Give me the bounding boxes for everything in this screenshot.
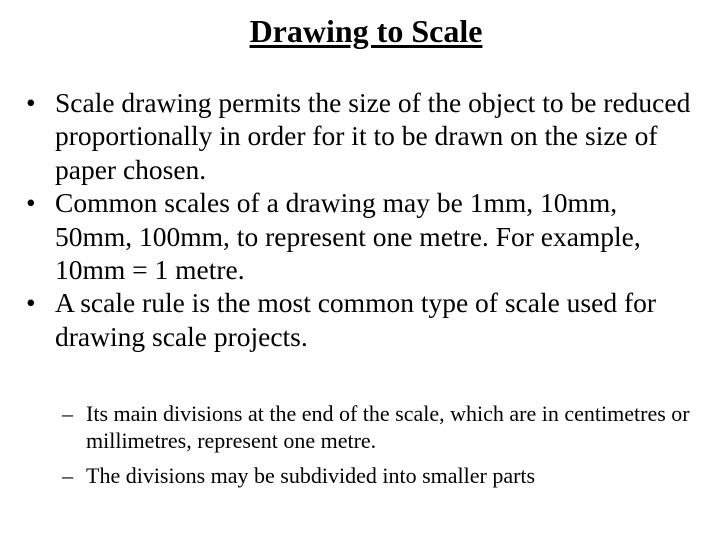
bullet-list [0, 86, 720, 353]
sub-bullet-list [0, 400, 720, 489]
bullet-item [0, 186, 720, 286]
sub-bullet-text: The divisions may be subdivided into smaller parts [86, 463, 536, 488]
bullet-text: Scale drawing permits the size of the object to be reduced proportionally in order for it to be drawn on the size of paper chosen. [55, 87, 691, 185]
sub-bullet-item [0, 400, 720, 454]
sub-bullet-item [0, 462, 720, 489]
bullet-text: A scale rule is the most common type of scale used for drawing scale projects. [55, 287, 657, 352]
bullet-marker: • [26, 187, 36, 219]
bullet-marker: • [26, 287, 36, 319]
bullet-item [0, 286, 720, 353]
slide-title: Drawing to Scale [249, 13, 483, 49]
bullet-text: Common scales of a drawing may be 1mm, 10mm, 50mm, 100mm, to represent one metre. For example, 10mm = 1 metre. [55, 187, 641, 286]
sub-bullet-marker: – [62, 463, 73, 488]
sub-bullet-text: Its main divisions at the end of the scale, which are in centimetres or millimetres, represent one metre. [86, 401, 690, 453]
sub-bullet-marker: – [62, 401, 73, 426]
bullet-item [0, 86, 720, 186]
bullet-marker: • [26, 87, 36, 118]
